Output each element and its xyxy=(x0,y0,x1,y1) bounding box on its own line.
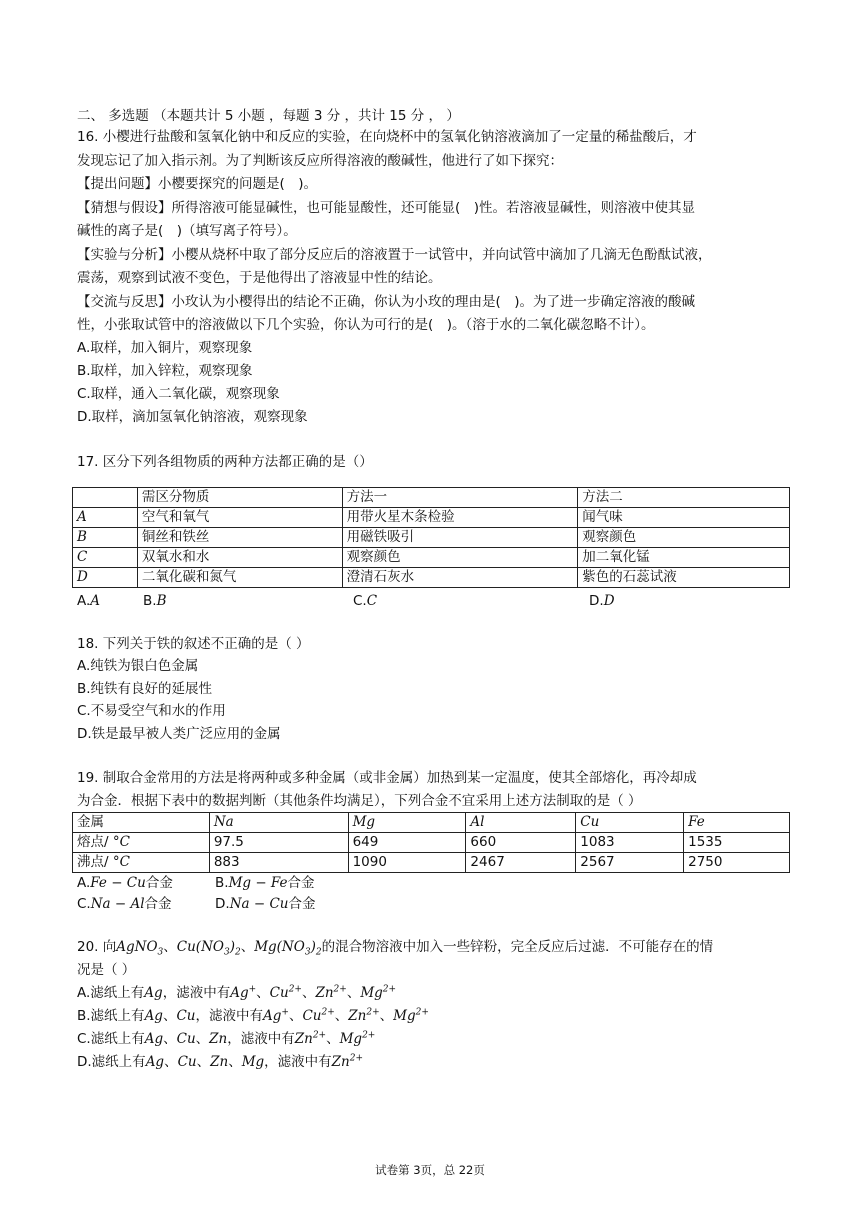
formula: AgNO xyxy=(116,939,158,955)
option-suffix: 合金 xyxy=(288,896,316,912)
ion: Ag xyxy=(144,985,163,1001)
subscript: 2 xyxy=(315,947,322,958)
separator: 、 xyxy=(196,1054,211,1070)
table-cell: 649 xyxy=(348,833,466,853)
formula: ) xyxy=(310,939,316,955)
q16-line-3: 【提出问题】小樱要探究的问题是( )。 xyxy=(77,176,318,192)
table-cell: 观察颜色 xyxy=(578,528,790,548)
q16-line-4: 【猜想与假设】所得溶液可能显碱性，也可能显酸性，还可能显( )性。若溶液显碱性，则溶液中使其显 xyxy=(77,200,696,216)
option-text: D.滤纸上有 xyxy=(77,1054,146,1070)
separator: 、 xyxy=(334,1008,349,1024)
table-cell: 883 xyxy=(209,853,348,873)
table-cell xyxy=(73,853,210,873)
table-header-row xyxy=(73,813,790,833)
table-cell: 2750 xyxy=(684,853,790,873)
subscript: 3 xyxy=(304,947,311,958)
table-cell: 双氧水和水 xyxy=(137,548,342,568)
table-cell: Mg xyxy=(348,813,466,833)
q17-option-d xyxy=(589,591,860,611)
option-value: B xyxy=(156,593,167,609)
option-letter: B. xyxy=(215,875,229,891)
separator: 、 xyxy=(301,985,316,1001)
table-cell: 660 xyxy=(466,833,576,853)
option-suffix: 合金 xyxy=(144,896,172,912)
table-cell: 空气和氧气 xyxy=(137,508,342,528)
ion: Mg xyxy=(360,985,383,1001)
option-suffix: 合金 xyxy=(145,875,173,891)
q20-stem-line-1 xyxy=(77,937,797,957)
charge: + xyxy=(248,984,257,995)
option-text: A.滤纸上有 xyxy=(77,985,145,1001)
q20-option-c xyxy=(77,1029,797,1049)
option-text: C.滤纸上有 xyxy=(77,1031,145,1047)
q16-line-2: 发现忘记了加入指示剂。为了判断该反应所得溶液的酸碱性，他进行了如下探究： xyxy=(77,153,563,169)
table-cell: 2567 xyxy=(576,853,684,873)
table-cell xyxy=(73,488,138,508)
option-text: ，滤液中有 xyxy=(162,985,231,1001)
stem-text: 20. 向 xyxy=(77,939,117,955)
option-text: B.滤纸上有 xyxy=(77,1008,145,1024)
q16-option-b: B.取样，加入锌粒，观察现象 xyxy=(77,363,253,379)
table-cell: 方法二 xyxy=(578,488,790,508)
charge: 2+ xyxy=(382,984,397,995)
metal: Mg xyxy=(241,1054,265,1070)
table-cell: 需区分物质 xyxy=(137,488,342,508)
option-formula: Mg − Fe xyxy=(228,875,288,891)
option-formula: Na − Cu xyxy=(229,896,289,912)
formula: ) xyxy=(229,939,235,955)
metal: Ag xyxy=(144,1031,164,1047)
section-title: 二、 多选题 （本题共计 5 小题 ，每题 3 分 ，共计 15 分 ， ） xyxy=(77,108,460,124)
separator: 、 xyxy=(379,1008,394,1024)
option-letter: A. xyxy=(77,593,91,609)
table-cell: 用磁铁吸引 xyxy=(342,528,578,548)
option-value: C xyxy=(366,593,378,609)
option-letter: D. xyxy=(589,593,604,609)
option-letter: B. xyxy=(143,593,157,609)
ion: Zn xyxy=(331,1054,350,1070)
ion: Ag xyxy=(263,1008,282,1024)
separator: 、 xyxy=(228,1054,242,1070)
separator: 、 xyxy=(326,1031,340,1047)
ion: Zn xyxy=(348,1008,367,1024)
table-row xyxy=(73,568,790,588)
table-cell xyxy=(73,833,210,853)
q16-option-d: D.取样，滴加氢氧化钠溶液，观察现象 xyxy=(77,409,308,425)
q19-table xyxy=(72,812,790,873)
stem-text: 的混合物溶液中加入一些锌粉，完全反应后过滤．不可能存在的情 xyxy=(321,939,714,955)
option-text: ，滤液中有 xyxy=(264,1054,332,1070)
option-letter: C. xyxy=(353,593,367,609)
q16-line-1: 16. 小樱进行盐酸和氢氧化钠中和反应的实验，在向烧杯中的氢氧化钠溶液滴加了一定量的稀盐酸后，才 xyxy=(77,129,697,145)
charge: + xyxy=(281,1007,289,1018)
separator: 、 xyxy=(346,985,361,1001)
q16-option-c: C.取样，通入二氧化碳，观察现象 xyxy=(77,386,280,402)
metal: Zn xyxy=(210,1054,229,1070)
table-cell: 1083 xyxy=(576,833,684,853)
metal: Ag xyxy=(144,1008,163,1024)
table-cell: 2467 xyxy=(466,853,576,873)
table-cell: 澄清石灰水 xyxy=(342,568,578,588)
option-letter: D. xyxy=(215,896,230,912)
charge: 2+ xyxy=(415,1007,429,1018)
q20-option-b xyxy=(77,1006,797,1026)
page-footer: 试卷第 3页，总 22页 xyxy=(375,1163,485,1177)
option-letter: C. xyxy=(77,896,91,912)
table-cell: Cu xyxy=(576,813,684,833)
option-text: ，滤液中有 xyxy=(195,1008,263,1024)
q16-line-8: 【交流与反思】小玫认为小樱得出的结论不正确，你认为小玫的理由是( )。为了进一步确定溶液的酸碱 xyxy=(77,294,696,310)
q18-option-b: B.纯铁有良好的延展性 xyxy=(77,681,213,697)
separator: 、 xyxy=(240,939,255,955)
q17-stem: 17. 区分下列各组物质的两种方法都正确的是（） xyxy=(77,454,373,470)
separator: 、 xyxy=(256,985,270,1001)
table-row xyxy=(73,548,790,568)
q17-table xyxy=(72,487,790,588)
row-label: 熔点/ xyxy=(77,834,113,850)
metal: Zn xyxy=(209,1031,228,1047)
metal: Cu xyxy=(177,1054,197,1070)
ion: Zn xyxy=(315,985,334,1001)
subscript: 3 xyxy=(157,947,164,958)
q20-stem-line-2: 况是（ ） xyxy=(77,962,136,978)
option-formula: Fe − Cu xyxy=(90,875,146,891)
table-cell: 97.5 xyxy=(209,833,348,853)
q16-line-7: 震荡，观察到试液不变色，于是他得出了溶液显中性的结论。 xyxy=(77,270,442,286)
separator: 、 xyxy=(195,1031,210,1047)
q18-stem: 18. 下列关于铁的叙述不正确的是（ ） xyxy=(77,636,310,652)
option-letter: A. xyxy=(77,875,91,891)
option-suffix: 合金 xyxy=(287,875,315,891)
q18-option-d: D.铁是最早被人类广泛应用的金属 xyxy=(77,726,281,742)
charge: 2+ xyxy=(362,1030,376,1041)
separator: 、 xyxy=(162,1008,177,1024)
table-header-row xyxy=(73,488,790,508)
table-cell: Fe xyxy=(684,813,790,833)
separator: 、 xyxy=(288,1008,303,1024)
charge: 2+ xyxy=(333,984,347,995)
metal: Cu xyxy=(176,1008,196,1024)
q16-option-a: A.取样，加入铜片，观察现象 xyxy=(77,340,253,356)
ion: Mg xyxy=(339,1031,363,1047)
table-cell: Na xyxy=(209,813,348,833)
table-cell: 闻气味 xyxy=(578,508,790,528)
ion: Zn xyxy=(294,1031,313,1047)
table-cell: 用带火星木条检验 xyxy=(342,508,578,528)
unit: °C xyxy=(112,854,130,870)
q19-option-b xyxy=(215,873,860,893)
q20-option-a xyxy=(77,983,797,1003)
table-cell: 加二氧化锰 xyxy=(578,548,790,568)
separator: 、 xyxy=(163,1031,177,1047)
q19-line-1: 19. 制取合金常用的方法是将两种或多种金属（或非金属）加热到某一定温度，使其全部熔化，再冷却成 xyxy=(77,770,697,786)
ion: Ag xyxy=(230,985,249,1001)
q18-option-c: C.不易受空气和水的作用 xyxy=(77,703,226,719)
table-cell: 铜丝和铁丝 xyxy=(137,528,342,548)
table-cell: C xyxy=(73,548,138,568)
table-cell: 金属 xyxy=(73,813,210,833)
separator: 、 xyxy=(163,939,177,955)
q16-line-5: 碱性的离子是( )（填写离子符号）。 xyxy=(77,223,297,239)
row-label: 沸点/ xyxy=(77,854,113,870)
subscript: 3 xyxy=(223,947,230,958)
option-text: ，滤液中有 xyxy=(227,1031,295,1047)
table-row xyxy=(73,833,790,853)
table-cell: 观察颜色 xyxy=(342,548,578,568)
ion: Cu xyxy=(302,1008,322,1024)
q19-line-2: 为合金．根据下表中的数据判断（其他条件均满足），下列合金不宜采用上述方法制取的是（ ） xyxy=(77,793,642,809)
table-row xyxy=(73,853,790,873)
charge: 2+ xyxy=(321,1007,335,1018)
table-cell: B xyxy=(73,528,138,548)
formula: Mg(NO xyxy=(254,939,305,955)
metal: Ag xyxy=(145,1054,165,1070)
table-cell: 二氧化碳和氮气 xyxy=(137,568,342,588)
option-formula: Na − Al xyxy=(90,896,145,912)
charge: 2+ xyxy=(366,1007,380,1018)
table-cell: 方法一 xyxy=(342,488,578,508)
table-cell: 紫色的石蕊试液 xyxy=(578,568,790,588)
table-cell: 1535 xyxy=(684,833,790,853)
metal: Cu xyxy=(176,1031,196,1047)
q20-option-d xyxy=(77,1052,797,1072)
formula: Cu(NO xyxy=(176,939,224,955)
option-value: A xyxy=(90,593,101,609)
ion: Mg xyxy=(393,1008,416,1024)
subscript: 2 xyxy=(234,947,241,958)
q16-line-6: 【实验与分析】小樱从烧杯中取了部分反应后的溶液置于一试管中，并向试管中滴加了几滴无色酚酞试液， xyxy=(77,247,712,263)
ion: Cu xyxy=(269,985,289,1001)
option-value: D xyxy=(603,593,615,609)
unit: °C xyxy=(112,834,130,850)
table-cell: Al xyxy=(466,813,576,833)
charge: 2+ xyxy=(349,1053,364,1064)
q19-option-d xyxy=(215,894,860,914)
table-cell: 1090 xyxy=(348,853,466,873)
q18-option-a: A.纯铁为银白色金属 xyxy=(77,658,199,674)
q16-line-9: 性，小张取试管中的溶液做以下几个实验，你认为可行的是( )。（溶于水的二氧化碳忽略不计）。 xyxy=(77,317,655,333)
table-cell: A xyxy=(73,508,138,528)
charge: 2+ xyxy=(288,984,302,995)
separator: 、 xyxy=(164,1054,178,1070)
table-cell: D xyxy=(73,568,138,588)
table-row xyxy=(73,528,790,548)
table-row xyxy=(73,508,790,528)
charge: 2+ xyxy=(312,1030,327,1041)
